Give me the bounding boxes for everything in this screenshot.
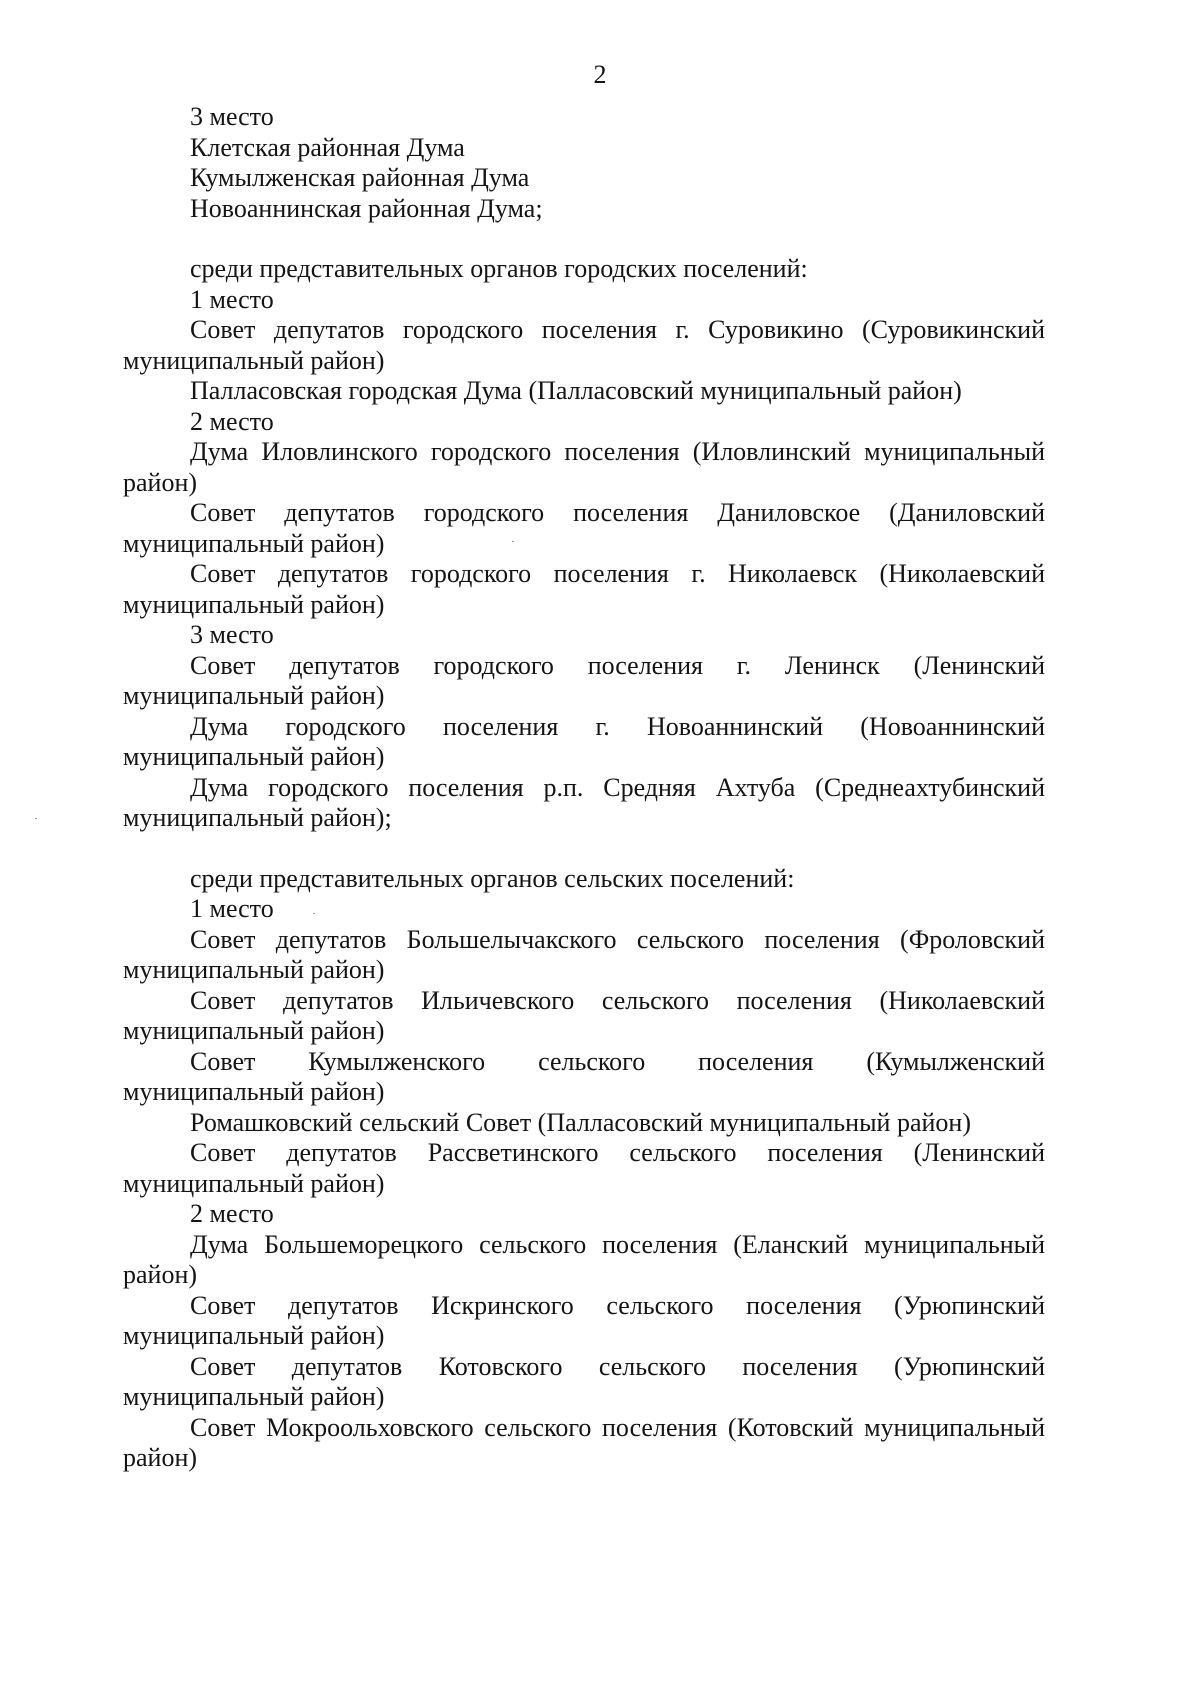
place-label: 3 место [190,620,274,649]
rural-settlements-section [123,864,1045,1474]
list-item: Совет депутатов Ильичевского сельского поселения (Николаевский муниципальный район) [123,985,1045,1045]
list-item: Дума городского поселения г. Новоаннинский (Новоаннинский муниципальный район) [123,711,1045,771]
list-item: Дума Иловлинского городского поселения (Иловлинский муниципальный район) [123,437,1045,497]
list-item: Клетская районная Дума [190,132,465,162]
list-item: Совет депутатов Рассветинского сельского поселения (Ленинский муниципальный район) [123,1138,1045,1198]
urban-settlements-section [123,254,1045,834]
list-item: Кумылженская районная Дума [190,163,530,192]
district-dumas-third-place [123,102,1045,224]
list-item: Дума Большеморецкого сельского поселения (Еланский муниципальный район) [123,1229,1045,1289]
scan-speck [35,818,37,819]
scan-speck [512,541,514,542]
list-item: Новоаннинская районная Дума; [190,193,543,223]
list-item: Совет депутатов Искринского сельского поселения (Урюпинский муниципальный район) [123,1290,1045,1350]
place-label: 1 место [190,284,274,314]
place-label: 3 место [190,102,274,131]
section-heading: среди представительных органов сельских поселений: [190,863,795,893]
list-item: Совет Кумылженского сельского поселения (Кумылженский муниципальный район) [123,1046,1045,1106]
place-label: 2 место [190,1199,274,1228]
place-label: 2 место [190,406,274,436]
page-number: 2 [593,60,607,89]
list-item: Палласовская городская Дума (Палласовский муниципальный район) [190,376,962,405]
list-item: Совет депутатов Большелычакского сельского поселения (Фроловский муниципальный район) [123,924,1045,984]
list-item: Ромашковский сельский Совет (Палласовский муниципальный район) [190,1107,971,1137]
list-item: Совет депутатов городского поселения г. Николаевск (Николаевский муниципальный район) [123,559,1045,619]
list-item: Совет депутатов городского поселения Даниловское (Даниловский муниципальный район) [123,498,1045,558]
list-item: Дума городского поселения р.п. Средняя Ахтуба (Среднеахтубинский муниципальный район); [123,772,1045,832]
list-item: Совет депутатов городского поселения г. Ленинск (Ленинский муниципальный район) [123,650,1045,710]
list-item: Совет депутатов городского поселения г. Суровикино (Суровикинский муниципальный район) [123,315,1045,375]
scan-speck [313,913,315,914]
section-heading: среди представительных органов городских поселений: [190,254,808,283]
document-body [123,102,1045,1474]
list-item: Совет депутатов Котовского сельского поселения (Урюпинский муниципальный район) [123,1351,1045,1411]
list-item: Совет Мокроольховского сельского поселения (Котовский муниципальный район) [123,1412,1045,1472]
place-label: 1 место [190,894,274,923]
